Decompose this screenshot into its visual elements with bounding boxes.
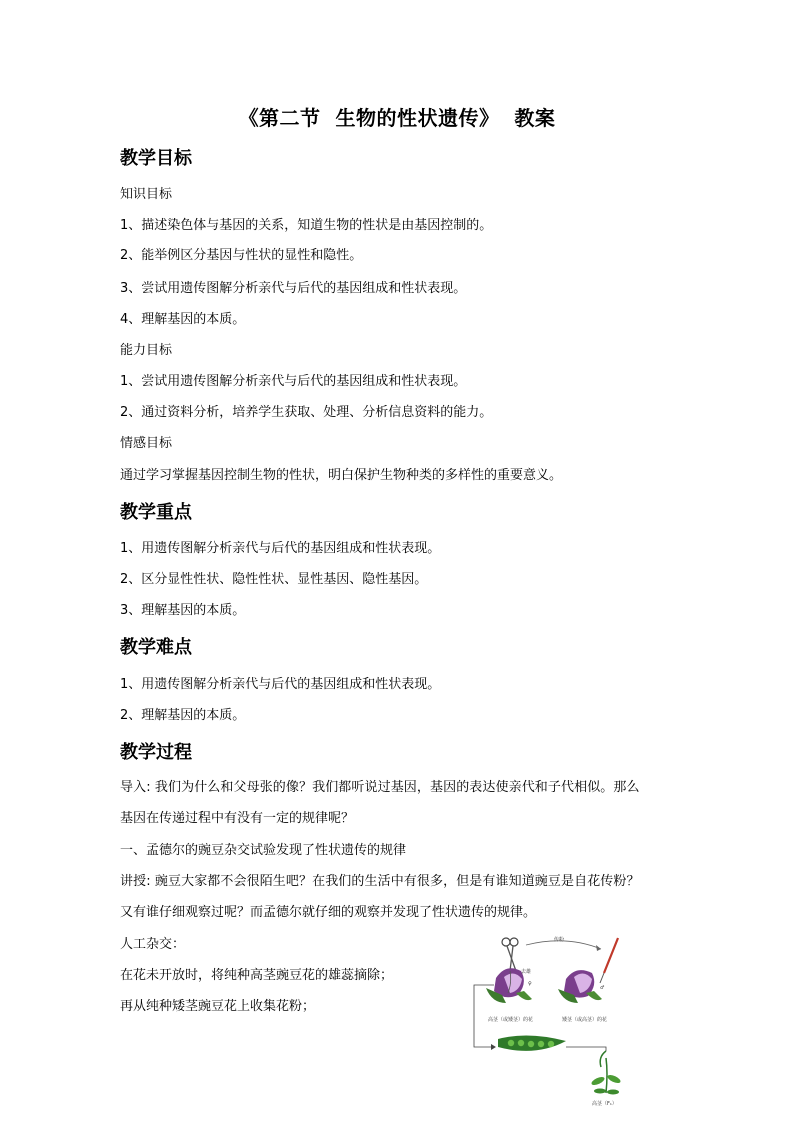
heading-process: 教学过程 xyxy=(120,742,192,763)
scissors-icon xyxy=(502,938,518,971)
knowledge-item: 1、描述染色体与基因的关系，知道生物的性状是由基因控制的。 xyxy=(120,218,493,233)
key-point-item: 1、用遗传图解分析亲代与后代的基因组成和性状表现。 xyxy=(120,541,441,556)
ability-item: 2、通过资料分析，培养学生获取、处理、分析信息资料的能力。 xyxy=(120,405,493,420)
heading-objectives: 教学目标 xyxy=(120,148,192,169)
intro-line: 基因在传递过程中有没有一定的规律呢？ xyxy=(120,811,355,826)
lecture-line: 讲授: 豌豆大家都不会很陌生吧？在我们的生活中有很多，但是有谁知道豌豆是自花传粉？ xyxy=(120,874,640,889)
pea-cross-illustration xyxy=(466,933,636,1113)
brush-icon xyxy=(600,938,618,983)
short-pea-flower xyxy=(558,970,605,1003)
connector-line xyxy=(566,1047,606,1051)
knowledge-item: 3、尝试用遗传图解分析亲代与后代的基因组成和性状表现。 xyxy=(120,281,467,296)
heading-key-points: 教学重点 xyxy=(120,502,192,523)
page-title: 《第二节 生物的性状遗传》 教案 xyxy=(238,106,556,130)
part-heading: 一、孟德尔的豌豆杂交试验发现了性状遗传的规律 xyxy=(120,843,407,858)
emotion-label: 情感目标 xyxy=(120,436,173,451)
label-f1: 高茎（F₁） xyxy=(592,1101,617,1107)
label-tall-flower: 高茎（或矮茎）的花 xyxy=(488,1017,534,1023)
intro-line: 导入: 我们为什么和父母张的像？我们都听说过基因，基因的表达使亲代和子代相似。那么 xyxy=(120,780,640,795)
difficulty-item: 1、用遗传图解分析亲代与后代的基因组成和性状表现。 xyxy=(120,677,441,692)
cross-step: 再从纯种矮茎豌豆花上收集花粉； xyxy=(120,999,316,1014)
arrow-head-icon xyxy=(596,945,601,951)
pea-seedling xyxy=(590,1051,621,1095)
knowledge-label: 知识目标 xyxy=(120,187,173,202)
pea-cross-figure xyxy=(466,933,636,1113)
male-symbol: ♂ xyxy=(600,985,605,991)
arrow-head-icon xyxy=(491,1044,496,1050)
difficulty-item: 2、理解基因的本质。 xyxy=(120,708,246,723)
key-point-item: 3、理解基因的本质。 xyxy=(120,603,246,618)
lecture-line: 又有谁仔细观察过呢？而孟德尔就仔细的观察并发现了性状遗传的规律。 xyxy=(120,905,537,920)
label-emasculation: 去雄 xyxy=(521,969,532,975)
cross-label: 人工杂交： xyxy=(120,937,186,952)
heading-difficulties: 教学难点 xyxy=(120,637,192,658)
label-short-flower: 矮茎（或高茎）的花 xyxy=(562,1017,608,1023)
pea-pod xyxy=(498,1035,566,1050)
cross-step: 在花未开放时，将纯种高茎豌豆花的雄蕊摘除； xyxy=(120,968,394,983)
female-symbol: ♀ xyxy=(528,981,532,987)
label-pollination: 传粉 xyxy=(554,937,565,943)
key-point-item: 2、区分显性性状、隐性性状、显性基因、隐性基因。 xyxy=(120,572,428,587)
ability-label: 能力目标 xyxy=(120,343,173,358)
ability-item: 1、尝试用遗传图解分析亲代与后代的基因组成和性状表现。 xyxy=(120,374,467,389)
emotion-text: 通过学习掌握基因控制生物的性状，明白保护生物种类的多样性的重要意义。 xyxy=(120,468,563,483)
knowledge-item: 2、能举例区分基因与性状的显性和隐性。 xyxy=(120,248,363,263)
knowledge-item: 4、理解基因的本质。 xyxy=(120,312,246,327)
